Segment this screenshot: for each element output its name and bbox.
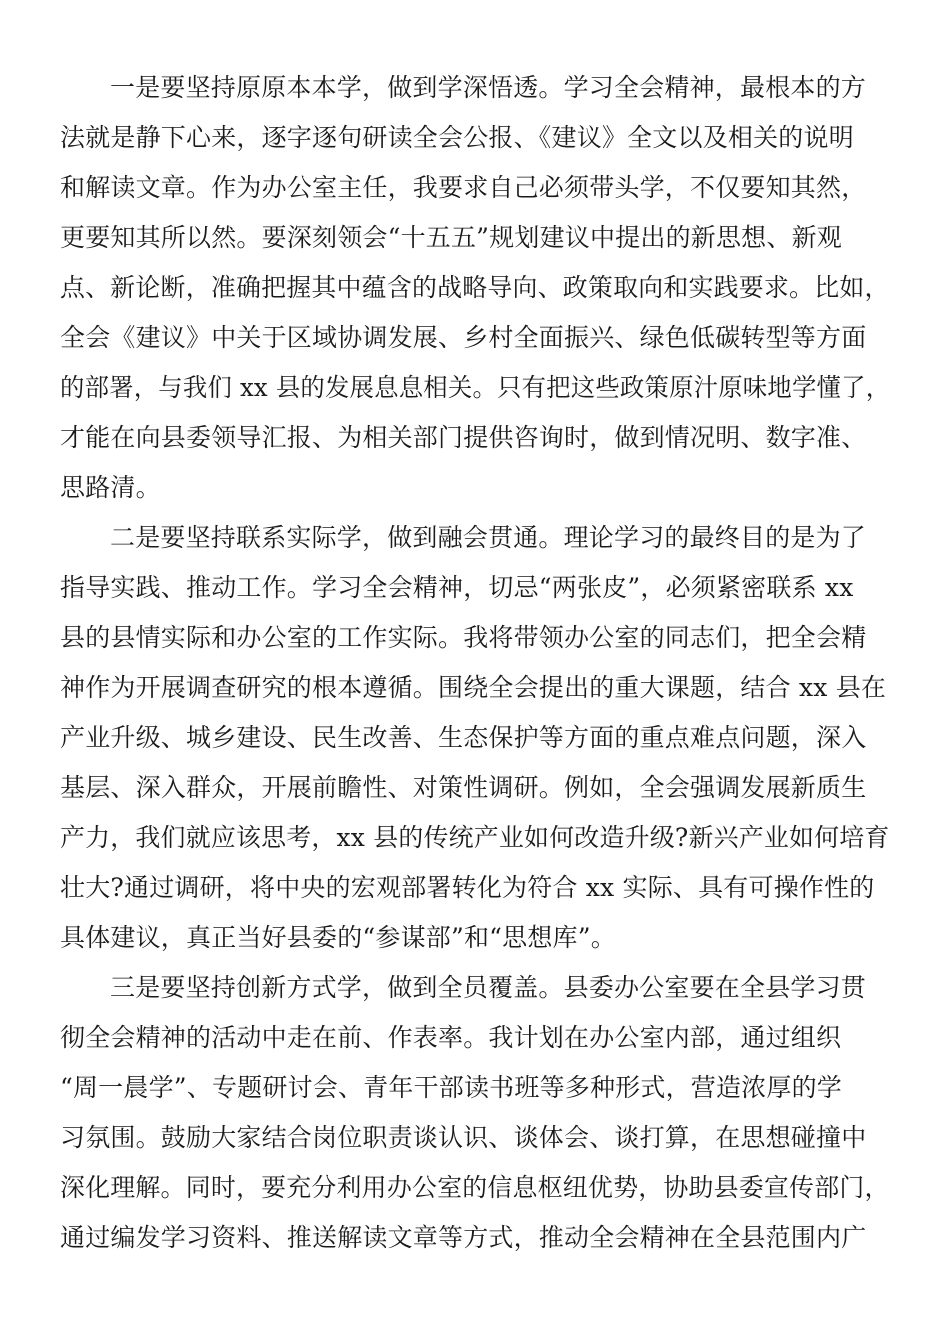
text-line: 和解读文章。作为办公室主任，我要求自己必须带头学，不仅要知其然，	[60, 173, 867, 202]
text-line: 一是要坚持原原本本学，做到学深悟透。学习全会精神，最根本的方	[110, 73, 867, 102]
text-line: 二是要坚持联系实际学，做到融会贯通。理论学习的最终目的是为了	[110, 523, 867, 552]
text-line: 全会《建议》中关于区域协调发展、乡村全面振兴、绿色低碳转型等方面	[60, 323, 867, 352]
text-line: 具体建议，真正当好县委的“参谋部”和“思想库”。	[60, 923, 616, 952]
text-line: 点、新论断，准确把握其中蕴含的战略导向、政策取向和实践要求。比如，	[60, 273, 890, 302]
text-line: 三是要坚持创新方式学，做到全员覆盖。县委办公室要在全县学习贯	[110, 973, 867, 1002]
text-line: 产业升级、城乡建设、民生改善、生态保护等方面的重点难点问题，深入	[60, 723, 867, 752]
text-line: “周一晨学”、专题研讨会、青年干部读书班等多种形式，营造浓厚的学	[60, 1073, 842, 1102]
text-line: 法就是静下心来，逐字逐句研读全会公报、《建议》全文以及相关的说明	[60, 123, 854, 152]
text-line: 彻全会精神的活动中走在前、作表率。我计划在办公室内部，通过组织	[60, 1023, 842, 1052]
text-line: 才能在向县委领导汇报、为相关部门提供咨询时，做到情况明、数字准、	[60, 423, 867, 452]
text-line: 县的县情实际和办公室的工作实际。我将带领办公室的同志们，把全会精	[60, 623, 867, 652]
text-line: 产力，我们就应该思考，xx 县的传统产业如何改造升级?新兴产业如何培育	[60, 823, 890, 852]
text-line: 指导实践、推动工作。学习全会精神，切忌“两张皮”，必须紧密联系 xx	[60, 573, 854, 602]
text-line: 习氛围。鼓励大家结合岗位职责谈认识、谈体会、谈打算，在思想碰撞中	[60, 1123, 867, 1152]
text-line: 思路清。	[60, 473, 161, 502]
text-line: 深化理解。同时，要充分利用办公室的信息枢纽优势，协助县委宣传部门，	[60, 1173, 890, 1202]
text-line: 神作为开展调查研究的根本遵循。围绕全会提出的重大课题，结合 xx 县在	[60, 673, 887, 702]
text-line: 更要知其所以然。要深刻领会“十五五”规划建议中提出的新思想、新观	[60, 223, 842, 252]
text-line: 壮大?通过调研，将中央的宏观部署转化为符合 xx 实际、具有可操作性的	[60, 873, 875, 902]
text-line: 的部署，与我们 xx 县的发展息息相关。只有把这些政策原汁原味地学懂了，	[60, 373, 891, 402]
text-line: 通过编发学习资料、推送解读文章等方式，推动全会精神在全县范围内广	[60, 1223, 867, 1252]
text-line: 基层、深入群众，开展前瞻性、对策性调研。例如，全会强调发展新质生	[60, 773, 867, 802]
